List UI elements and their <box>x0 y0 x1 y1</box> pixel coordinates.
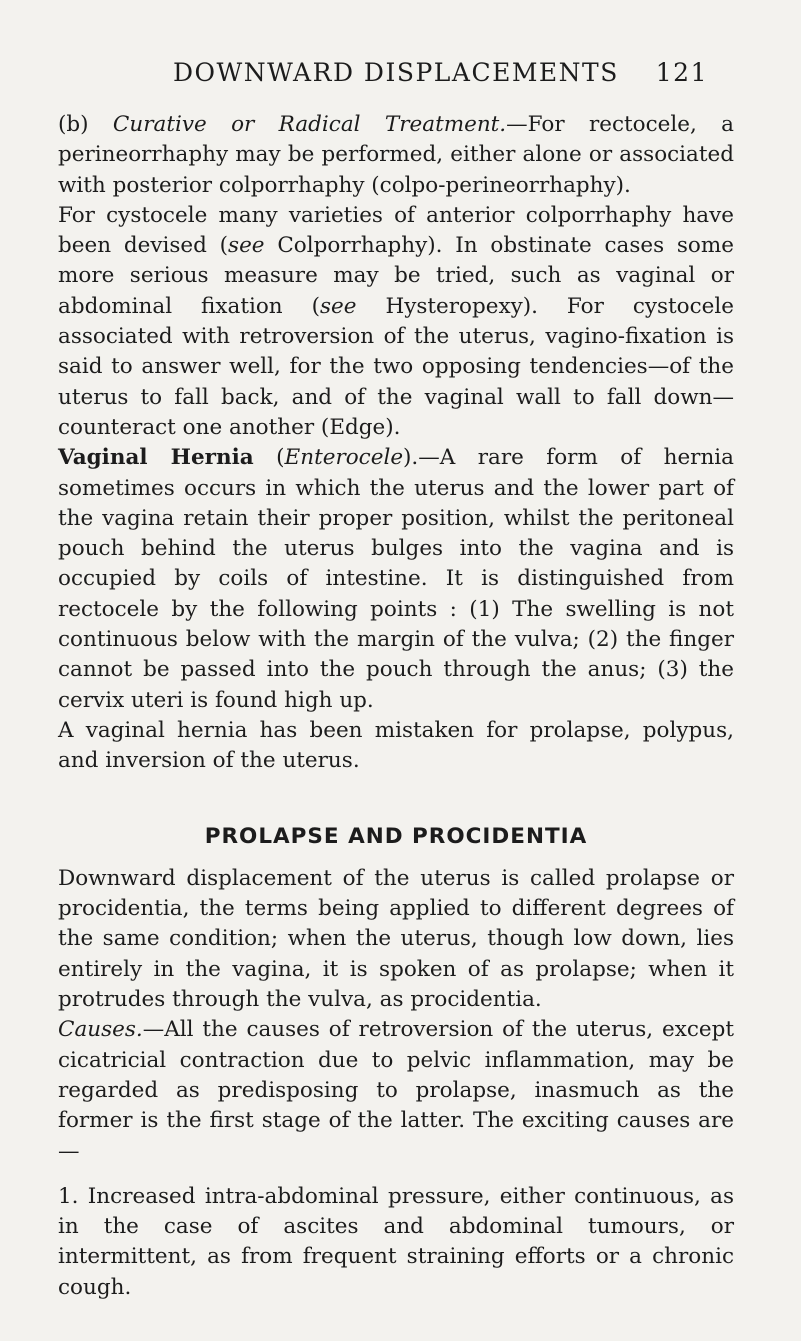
text-run: Colporrhaphy). In obstinate cases some more serious measure may be tried, such as vaginal or abdominal fixation ( <box>58 233 734 319</box>
section-heading: PROLAPSE AND PROCIDENTIA <box>204 823 588 849</box>
text-run-italic: see <box>228 233 265 259</box>
paragraph-causes <box>58 1015 734 1166</box>
paragraph-label: (b) <box>58 112 89 137</box>
page-number: 121 <box>655 58 708 87</box>
text-run-italic: Enterocele <box>284 445 404 471</box>
text-run: ( <box>253 445 285 471</box>
paragraph-curative-treatment <box>58 110 734 201</box>
paragraph-hernia-mistaken: A vaginal hernia has been mistaken for prolapse, polypus, and inversion of the uterus. <box>58 717 734 774</box>
running-title: DOWNWARD DISPLACEMENTS <box>173 58 619 87</box>
text-run-italic: Causes. <box>58 1017 143 1043</box>
paragraph-cystocele <box>58 201 734 443</box>
bold-lead: Vaginal Hernia <box>58 445 254 471</box>
text-run-italic: see <box>320 293 357 319</box>
running-header <box>173 58 708 87</box>
paragraph-prolapse-definition: Downward displacement of the uterus is called prolapse or procidentia, the terms being applied to different degrees of the same condition; when the uterus, though low down, lies entirely in the vagina, it is spoken of as prolapse; when it protrudes through the vulva, as procidentia. <box>58 865 734 1013</box>
text-run: For cystocele many varieties of anterior colporrhaphy have been devised ( <box>58 202 734 259</box>
paragraph-heading: Curative or Radical Treatment. <box>112 112 507 137</box>
list-item-1: 1. Increased intra-abdominal pressure, either continuous, as in the case of ascites and abdominal tumours, or intermittent, as from frequent straining efforts or a chronic cough. <box>58 1183 734 1300</box>
text-run: —All the causes of retroversion of the uterus, except cicatricial contraction due to pelvic inflammation, may be regarded as predisposing to prolapse, inasmuch as the former is the first stage of the latter. The exciting causes are— <box>58 1017 734 1164</box>
text-run: Hysteropexy). For cystocele associated with retroversion of the uterus, vagino-fixation is said to answer well, for the two opposing tendencies—of the uterus to fall back, and of the vaginal wall to fall down—counteract one another (Edge). <box>58 293 734 440</box>
paragraph-vaginal-hernia <box>58 443 734 716</box>
paragraph-text: —For rectocele, a perineorrhaphy may be performed, either alone or associated with posterior colporrhaphy (colpo-perineorrhaphy). <box>58 112 734 198</box>
text-run: ).—A rare form of hernia sometimes occurs in which the uterus and the lower part of the vagina retain their proper position, whilst the peritoneal pouch behind the uterus bulges into the vagina and is occupied by coils of intestine. It is distinguished from rectocele by the following points : (1) The swelling is not continuous below with the margin of the vulva; (2) the finger cannot be passed into the pouch through the anus; (3) the cervix uteri is found high up. <box>58 445 734 713</box>
page-body <box>58 110 734 1303</box>
